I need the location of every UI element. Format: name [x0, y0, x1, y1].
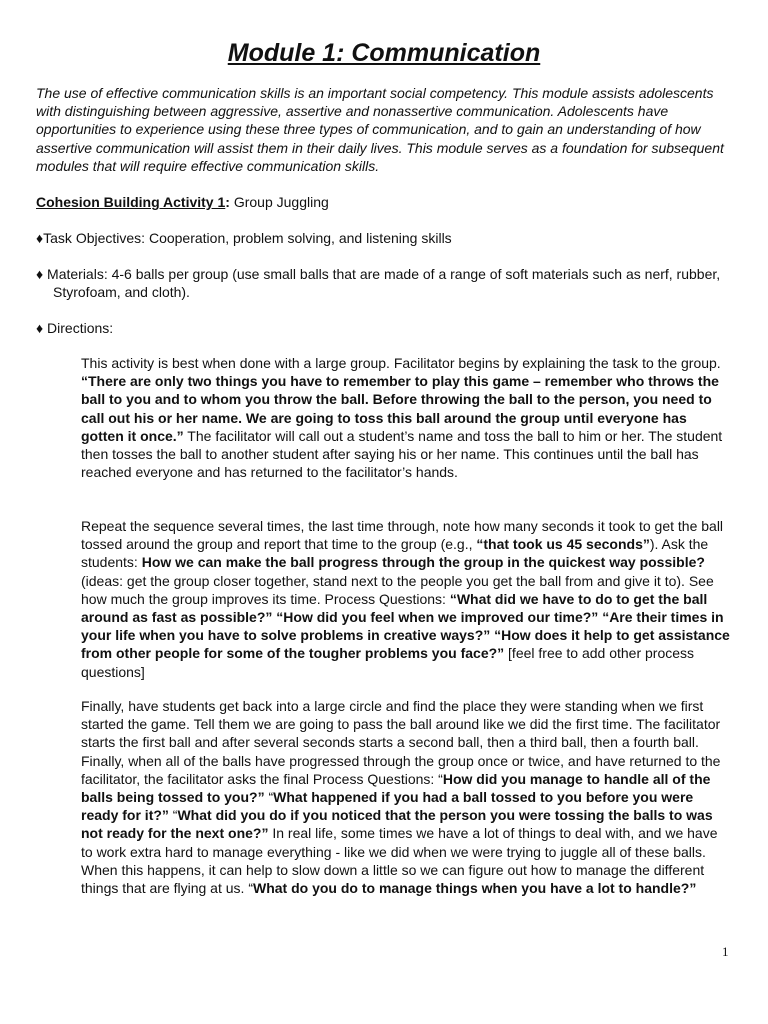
para2-text-3: (ideas: get the group closer together, stand next to the people you get the ball from and give it to). See how much the group improves its time. Process Questions: — [81, 572, 714, 607]
activity-name: Group Juggling — [229, 194, 329, 210]
para3-text-4: In real life, some times we have a lot of things to deal with, and we have to work extra hard to manage everything - like we did when we were trying to juggle all of these balls. When this happens, it can help to slow down a little so we can figure out how to manage the different things that are flying at us. “ — [81, 825, 718, 897]
para3-text-2: “ — [264, 789, 274, 806]
activity-heading: Cohesion Building Activity 1 — [36, 194, 226, 210]
activity-heading-colon: : — [225, 194, 230, 210]
para2-bold-1: “that took us 45 seconds” — [476, 536, 650, 553]
directions-paragraph-3 — [81, 697, 733, 897]
para3-text-3: “ — [168, 807, 178, 824]
para2-text-4: [feel free to add other process questions] — [81, 645, 695, 680]
task-objectives: ♦Task Objectives: Cooperation, problem solving, and listening skills — [36, 230, 452, 246]
para2-bold-3: “What did we have to do to get the ball around as fast as possible?” “How did you feel when we improved our time?” “Are their times in your life when you have to solve problems in creative ways?” “How does it help to get assistance from other people for some of the tougher problems you face?” — [81, 590, 730, 662]
materials: ♦ Materials: 4-6 balls per group (use small balls that are made of a range of soft materials such as nerf, rubber, Styrofoam, and cloth). — [36, 266, 721, 301]
page-number: 1 — [722, 944, 729, 959]
intro-paragraph: The use of effective communication skills is an important social competency. This module assists adolescents with distinguishing between aggressive, assertive and nonassertive communication. Adolescents have opportunities to experience using these three types of communication, and to gain an understanding of how assertive communication will assist them in their daily lives. This module serves as a foundation for subsequent modules that will require effective communication skills. — [36, 85, 724, 174]
directions-label: ♦ Directions: — [36, 320, 114, 336]
directions-paragraph-1 — [81, 354, 733, 481]
para3-bold-2: What happened if you had a ball tossed to you before you were ready for it?” — [81, 789, 694, 824]
directions-paragraph-2 — [81, 517, 733, 681]
para1-text-2: The facilitator will call out a student’s name and toss the ball to him or her. The student then tosses the ball to another student after saying his or her name. This continues until the ball has reached everyone and has returned to the facilitator’s hands. — [81, 427, 723, 481]
para3-bold-1: How did you manage to handle all of the balls being tossed to you?” — [81, 770, 711, 806]
activity-heading-line — [36, 193, 736, 211]
para2-bold-2: How we can make the ball progress through the group in the quickest way possible? — [141, 554, 705, 571]
para3-text-1: Finally, have students get back into a large circle and find the place they were standing when we first started the game. Tell them we are going to pass the ball around like we did the first time. The facilitator starts the first ball and after several seconds starts a second ball, then a third ball, then a fourth ball. Finally, when all of the balls have progressed through the group once or twice, and have returned to the facilitator, the facilitator asks the final Process Questions: “ — [81, 698, 721, 787]
para3-bold-3: What did you do if you noticed that the person you were tossing the balls to was not ready for the next one?” — [81, 807, 713, 842]
page-title: Module 1: Communication — [227, 39, 541, 67]
para3-bold-4: What do you do to manage things when you have a lot to handle?” — [252, 880, 697, 897]
para1-bold-1: “There are only two things you have to remember to play this game – remember who throws the ball to you and to whom you throw the ball. Before throwing the ball to the person, you need to call out his or her name. We are going to toss this ball around the group until everyone has gotten it once.” — [81, 373, 719, 444]
para1-text-1: This activity is best when done with a large group. Facilitator begins by explaining the task to the group. — [81, 355, 721, 371]
para2-text-2: ). Ask the students: — [81, 536, 709, 571]
para2-text-1: Repeat the sequence several times, the last time through, note how many seconds it took to get the ball tossed around the group and report that time to the group (e.g., — [81, 518, 724, 553]
